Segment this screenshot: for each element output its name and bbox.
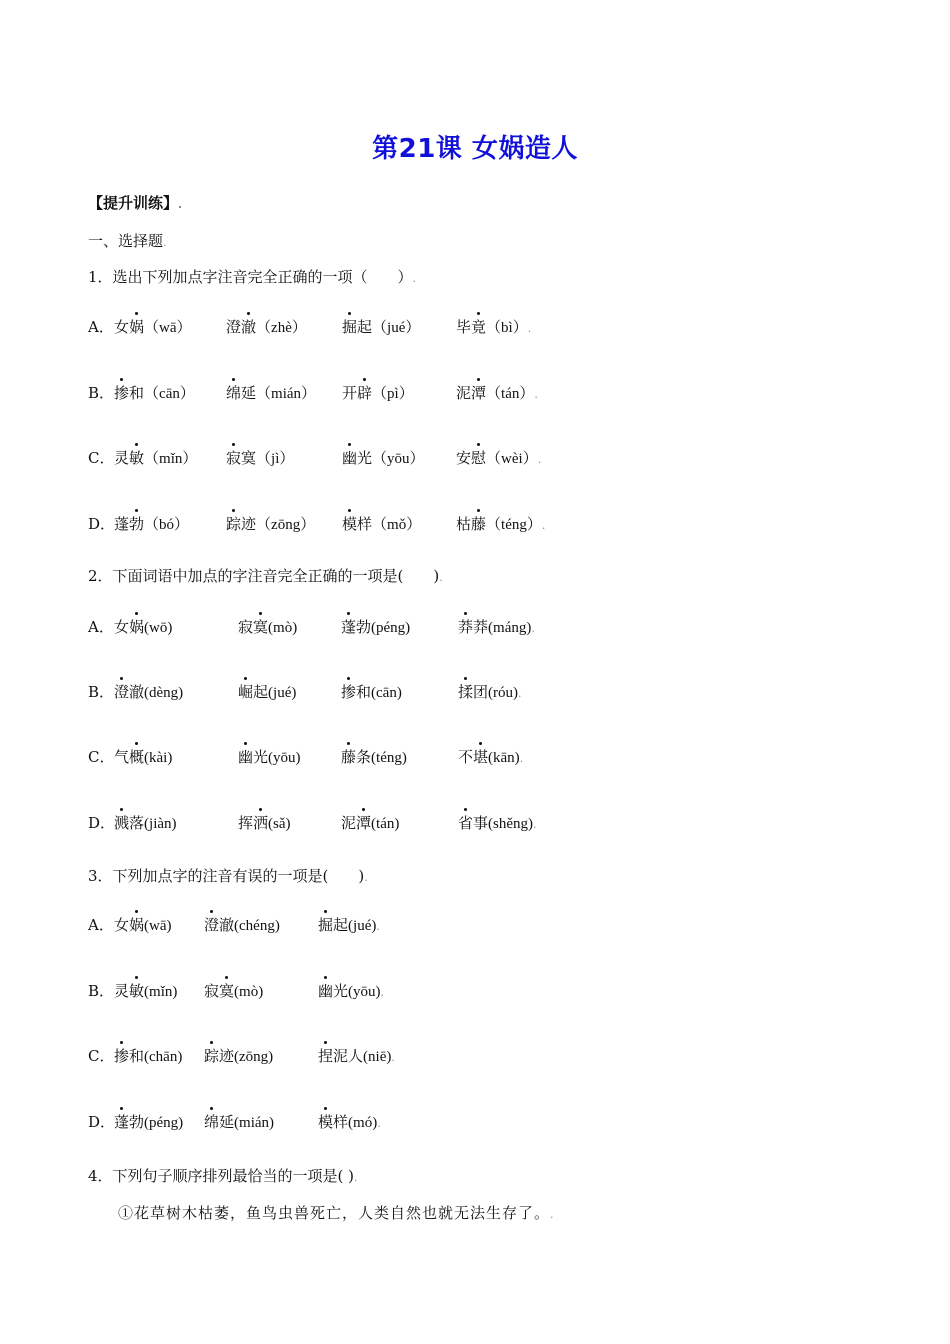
pinyin-annotation: (zōng)	[234, 1049, 274, 1065]
word-item	[114, 1045, 182, 1066]
option-letter: C．	[88, 449, 115, 467]
dotted-char: 娲	[129, 318, 145, 336]
paragraph-mark: .	[354, 1171, 358, 1184]
pinyin-annotation: （mǒ）	[372, 517, 422, 533]
paragraph-mark: .	[534, 388, 538, 401]
word-item	[114, 1111, 183, 1132]
word-char: 光	[333, 982, 349, 1000]
dotted-char: 踪	[204, 1047, 220, 1065]
question-stem	[88, 865, 368, 886]
option-letter: C．	[88, 748, 115, 766]
word-item	[458, 681, 522, 702]
word-char: 泥人	[333, 1047, 364, 1065]
word-item	[456, 316, 531, 337]
word-char: 条	[356, 748, 372, 766]
pinyin-annotation: （mián）	[256, 386, 317, 402]
pinyin-annotation: (péng)	[371, 620, 411, 636]
word-char: 灵	[114, 982, 130, 1000]
dotted-char: 绵	[226, 384, 242, 402]
word-char: 样	[333, 1113, 349, 1131]
word-char: 勃	[129, 1113, 145, 1131]
word-char: 气	[114, 748, 130, 766]
word-item	[226, 447, 294, 468]
pinyin-annotation: (shěng)	[488, 816, 534, 832]
paragraph-mark: .	[178, 198, 183, 211]
dotted-char: 娲	[129, 618, 145, 636]
option-letter: B．	[88, 982, 115, 1000]
pinyin-annotation: (péng)	[144, 1115, 184, 1131]
option-row	[88, 746, 888, 776]
option-row	[88, 681, 888, 711]
dotted-char: 幽	[318, 982, 334, 1000]
option-letter: C．	[88, 1047, 115, 1065]
word-item	[114, 812, 177, 833]
dotted-char: 莽	[458, 618, 474, 636]
sentence-text: ①花草树木枯萎，鱼鸟虫兽死亡，人类自然也就无法生存了。	[118, 1204, 551, 1222]
word-item	[114, 316, 192, 337]
pinyin-annotation: (kài)	[144, 750, 173, 766]
pinyin-annotation: (téng)	[371, 750, 407, 766]
word-char: 寞	[241, 449, 257, 467]
dotted-char: 幽	[342, 449, 358, 467]
dotted-char: 澈	[241, 318, 257, 336]
dotted-char: 寞	[253, 618, 269, 636]
word-item	[226, 382, 316, 403]
option-letter: A．	[88, 618, 114, 636]
dotted-char: 掺	[114, 384, 130, 402]
word-char: 毕	[456, 318, 472, 336]
word-char: 女	[114, 618, 130, 636]
pinyin-annotation: （cān）	[144, 386, 195, 402]
word-char: 澄	[226, 318, 242, 336]
pinyin-annotation: (máng)	[488, 620, 532, 636]
pinyin-annotation: （wā）	[144, 320, 192, 336]
dotted-char: 敏	[129, 982, 145, 1000]
pinyin-annotation: （zōng）	[256, 517, 316, 533]
word-item	[341, 681, 402, 702]
word-item	[114, 447, 197, 468]
question-stem	[88, 266, 416, 287]
pinyin-annotation: (jué)	[268, 685, 297, 701]
word-char: 泥	[341, 814, 357, 832]
word-char: 开	[342, 384, 358, 402]
dotted-char: 掘	[318, 916, 334, 934]
dotted-char: 潭	[471, 384, 487, 402]
word-item	[114, 616, 172, 637]
section-header	[88, 192, 182, 213]
paragraph-mark: .	[439, 571, 443, 584]
option-row	[88, 447, 888, 477]
paragraph-mark: .	[377, 1117, 381, 1130]
paragraph-mark: .	[531, 622, 535, 635]
pinyin-annotation: （yōu）	[372, 451, 425, 467]
word-char: 不	[458, 748, 474, 766]
dotted-char: 绵	[204, 1113, 220, 1131]
option-row	[88, 382, 888, 412]
word-item	[204, 1045, 273, 1066]
word-char: 落	[129, 814, 145, 832]
word-item	[341, 746, 407, 767]
section-header-text: 【提升训练】	[88, 194, 179, 212]
paragraph-mark: .	[380, 986, 385, 999]
pinyin-annotation: （pì）	[372, 386, 414, 402]
word-item	[318, 914, 380, 935]
word-item	[341, 812, 399, 833]
dotted-char: 蓬	[114, 1113, 130, 1131]
page-title: 第21课 女娲造人	[372, 134, 578, 164]
word-char: 起	[333, 916, 349, 934]
word-char: 事	[473, 814, 489, 832]
word-item	[238, 616, 297, 637]
dotted-char: 蓬	[341, 618, 357, 636]
pinyin-annotation: （mǐn）	[144, 451, 198, 467]
dotted-char: 娲	[129, 916, 145, 934]
word-item	[456, 513, 545, 534]
word-item	[318, 1111, 381, 1132]
word-item	[342, 513, 421, 534]
pinyin-annotation: (kān)	[488, 750, 520, 766]
pinyin-annotation: (mò)	[268, 620, 298, 636]
word-char: 勃	[356, 618, 372, 636]
pinyin-annotation: (niē)	[363, 1049, 392, 1065]
word-item	[342, 316, 420, 337]
option-letter: D．	[88, 814, 116, 832]
word-char: 延	[219, 1113, 235, 1131]
word-item	[456, 382, 538, 403]
option-row	[88, 616, 888, 646]
pinyin-annotation: (chān)	[144, 1049, 183, 1065]
dotted-char: 溅	[114, 814, 130, 832]
pinyin-annotation: （tán）	[486, 386, 535, 402]
word-item	[204, 980, 263, 1001]
question-stem-text: 4．下列句子顺序排列最恰当的一项是( )	[88, 1167, 355, 1185]
dotted-char: 堪	[473, 748, 489, 766]
dotted-char: 掘	[342, 318, 358, 336]
question-stem-text: 2．下面词语中加点的字注音完全正确的一项是( )	[88, 567, 440, 585]
option-letter: D．	[88, 1113, 116, 1131]
pinyin-annotation: (mò)	[234, 984, 264, 1000]
dotted-char: 潭	[356, 814, 372, 832]
section-one	[88, 230, 167, 251]
word-char: 澈	[129, 683, 145, 701]
word-item	[318, 980, 384, 1001]
dotted-char: 洒	[253, 814, 269, 832]
pinyin-annotation: （téng）	[486, 517, 542, 533]
dotted-char: 省	[458, 814, 474, 832]
word-char: 延	[241, 384, 257, 402]
paragraph-mark: .	[537, 453, 542, 466]
word-char: 寂	[238, 618, 254, 636]
option-letter: B．	[88, 683, 115, 701]
option-letter: B．	[88, 384, 115, 402]
pinyin-annotation: （wèi）	[486, 451, 538, 467]
pinyin-annotation: (mó)	[348, 1115, 378, 1131]
question-stem	[88, 1165, 358, 1186]
pinyin-annotation: (jué)	[348, 918, 377, 934]
word-item	[456, 447, 541, 468]
dotted-char: 模	[342, 515, 358, 533]
question-stem-text: 1．选出下列加点字注音完全正确的一项（ ）	[88, 268, 413, 286]
word-char: 起	[253, 683, 269, 701]
dotted-char: 幽	[238, 748, 254, 766]
option-letter: A．	[88, 318, 114, 336]
pinyin-annotation: (wō)	[144, 620, 173, 636]
pinyin-annotation: （bó）	[144, 517, 190, 533]
word-item	[458, 746, 523, 767]
paragraph-mark: .	[163, 236, 167, 249]
dotted-char: 概	[129, 748, 145, 766]
pinyin-annotation: (sǎ)	[268, 816, 291, 832]
word-item	[458, 812, 537, 833]
word-item	[226, 316, 307, 337]
paragraph-mark: .	[412, 272, 417, 285]
word-item	[458, 616, 535, 637]
sentence-line	[118, 1202, 555, 1223]
dotted-char: 崛	[238, 683, 254, 701]
paragraph-mark: .	[391, 1051, 395, 1064]
dotted-char: 慰	[471, 449, 487, 467]
pinyin-annotation: （jì）	[256, 451, 295, 467]
option-letter: A．	[88, 916, 114, 934]
paragraph-mark: .	[541, 519, 546, 532]
word-item	[238, 681, 296, 702]
word-char: 泥	[456, 384, 472, 402]
dotted-char: 踪	[226, 515, 242, 533]
dotted-char: 藤	[471, 515, 487, 533]
pinyin-annotation: (tán)	[371, 816, 400, 832]
paragraph-mark: .	[533, 818, 537, 831]
dotted-char: 掺	[114, 1047, 130, 1065]
word-char: 安	[456, 449, 472, 467]
word-item	[341, 616, 410, 637]
word-item	[342, 382, 414, 403]
dotted-char: 藤	[341, 748, 357, 766]
dotted-char: 揉	[458, 683, 474, 701]
word-char: 莽	[473, 618, 489, 636]
word-item	[114, 914, 172, 935]
dotted-char: 澄	[204, 916, 220, 934]
section-one-text: 一、选择题	[88, 232, 164, 250]
word-char: 光	[357, 449, 373, 467]
word-char: 女	[114, 318, 130, 336]
word-char: 寂	[204, 982, 220, 1000]
pinyin-annotation: (jiàn)	[144, 816, 177, 832]
dotted-char: 勃	[129, 515, 145, 533]
dotted-char: 捏	[318, 1047, 334, 1065]
word-char: 团	[473, 683, 489, 701]
question-stem-text: 3．下列加点字的注音有误的一项是( )	[88, 867, 365, 885]
dotted-char: 寞	[219, 982, 235, 1000]
word-char: 挥	[238, 814, 254, 832]
option-row	[88, 812, 888, 842]
dotted-char: 掺	[341, 683, 357, 701]
word-item	[318, 1045, 395, 1066]
pinyin-annotation: (chéng)	[234, 918, 280, 934]
pinyin-annotation: (yōu)	[268, 750, 301, 766]
word-item	[114, 513, 189, 534]
pinyin-annotation: (cān)	[371, 685, 402, 701]
word-char: 和	[129, 1047, 145, 1065]
word-char: 蓬	[114, 515, 130, 533]
word-char: 迹	[241, 515, 257, 533]
word-item	[114, 980, 177, 1001]
pinyin-annotation: （bì）	[486, 320, 528, 336]
word-item	[204, 1111, 274, 1132]
option-row	[88, 980, 888, 1010]
word-char: 枯	[456, 515, 472, 533]
option-row	[88, 1045, 888, 1075]
pinyin-annotation: (dèng)	[144, 685, 184, 701]
paragraph-mark: .	[527, 322, 532, 335]
pinyin-annotation: (mǐn)	[144, 984, 178, 1000]
word-item	[238, 812, 291, 833]
dotted-char: 竟	[471, 318, 487, 336]
dotted-char: 辟	[357, 384, 373, 402]
word-char: 灵	[114, 449, 130, 467]
pinyin-annotation: (mián)	[234, 1115, 275, 1131]
word-char: 女	[114, 916, 130, 934]
question-stem	[88, 565, 443, 586]
option-letter: D．	[88, 515, 116, 533]
word-char: 样	[357, 515, 373, 533]
word-item	[342, 447, 425, 468]
paragraph-mark: .	[364, 871, 368, 884]
option-row	[88, 914, 888, 944]
word-item	[238, 746, 301, 767]
pinyin-annotation: (wā)	[144, 918, 172, 934]
option-row	[88, 513, 888, 543]
word-char: 起	[357, 318, 373, 336]
pinyin-annotation: (yōu)	[348, 984, 381, 1000]
pinyin-annotation: （jué）	[372, 320, 421, 336]
paragraph-mark: .	[519, 752, 524, 765]
option-row	[88, 316, 888, 346]
pinyin-annotation: （zhè）	[256, 320, 307, 336]
word-item	[114, 681, 183, 702]
dotted-char: 寂	[226, 449, 242, 467]
dotted-char: 澄	[114, 683, 130, 701]
word-char: 和	[129, 384, 145, 402]
word-char: 迹	[219, 1047, 235, 1065]
pinyin-annotation: (róu)	[488, 685, 519, 701]
word-char: 和	[356, 683, 372, 701]
word-item	[114, 746, 172, 767]
word-item	[226, 513, 315, 534]
word-char: 光	[253, 748, 269, 766]
option-row	[88, 1111, 888, 1141]
word-item	[204, 914, 280, 935]
paragraph-mark: .	[376, 920, 380, 933]
paragraph-mark: .	[550, 1208, 555, 1221]
dotted-char: 模	[318, 1113, 334, 1131]
dotted-char: 敏	[129, 449, 145, 467]
paragraph-mark: .	[518, 687, 522, 700]
word-char: 澈	[219, 916, 235, 934]
word-item	[114, 382, 195, 403]
